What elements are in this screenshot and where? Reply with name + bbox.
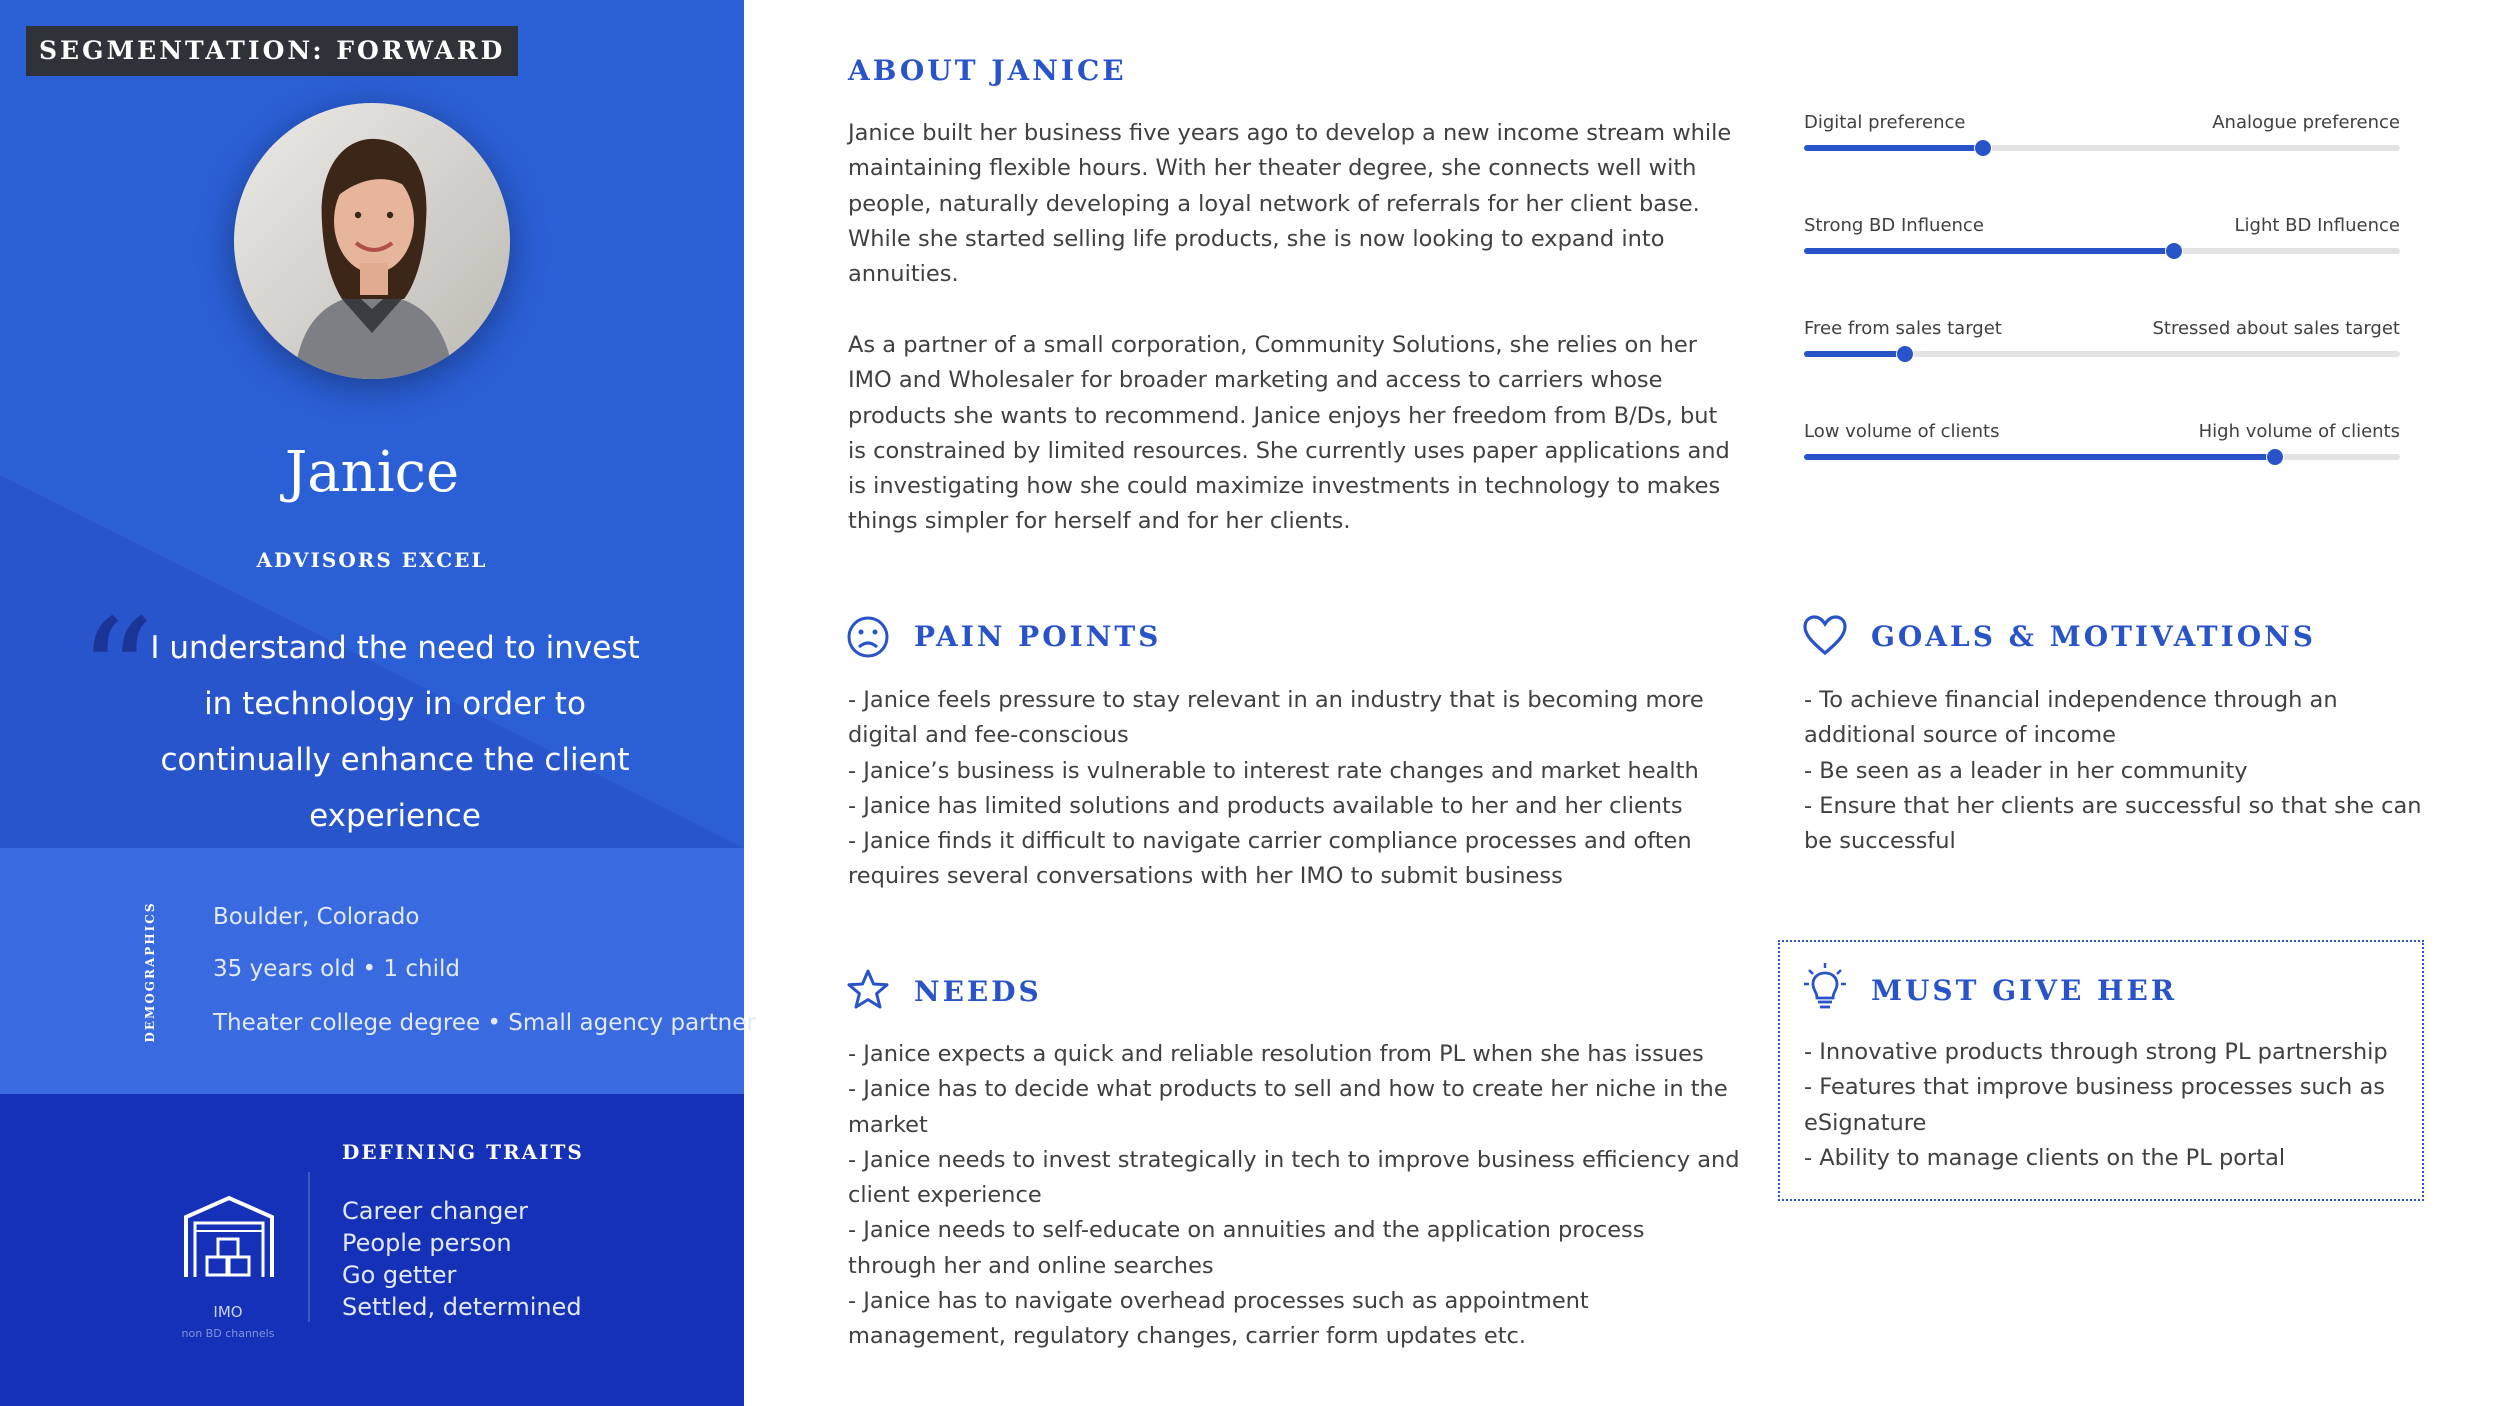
must-give-title: MUST GIVE HER xyxy=(1871,974,2178,1007)
goals-list xyxy=(1804,683,2422,859)
slider-left-label: Strong BD Influence xyxy=(1804,215,1984,236)
slider-track[interactable] xyxy=(1804,248,2400,254)
list-item: - Janice finds it difficult to navigate carrier compliance processes and often xyxy=(848,828,1692,855)
list-item: - Be seen as a leader in her community xyxy=(1804,757,2248,784)
slider-right-label: Light BD Influence xyxy=(2234,215,2400,236)
slider-handle[interactable] xyxy=(1974,139,1992,157)
text-line: people, naturally developing a loyal network of referrals for her client base. xyxy=(848,190,1700,217)
list-item: - To achieve financial independence through an xyxy=(1804,687,2338,713)
text-line: maintaining flexible hours. With her theater degree, she connects well with xyxy=(848,155,1697,182)
star-icon xyxy=(846,968,890,1012)
channel-label: IMO xyxy=(213,1303,243,1321)
text-line: is investigating how she could maximize investments in technology to makes xyxy=(848,473,1721,500)
list-item: client experience xyxy=(848,1182,1042,1209)
list-item: - Janice expects a quick and reliable resolution from PL when she has issues xyxy=(848,1041,1704,1067)
trait-item: Go getter xyxy=(342,1261,457,1289)
list-item: management, regulatory changes, carrier form updates etc. xyxy=(848,1323,1527,1350)
portrait-photo xyxy=(234,103,510,379)
slider-fill xyxy=(1804,454,2275,460)
demographic-location: Boulder, Colorado xyxy=(213,904,420,930)
trait-item: Career changer xyxy=(342,1197,529,1225)
trait-item: Settled, determined xyxy=(342,1293,582,1321)
slider-right-label: Analogue preference xyxy=(2212,112,2400,133)
lightbulb-icon xyxy=(1803,962,1847,1012)
must-give-list xyxy=(1804,1035,2388,1176)
slider-fill xyxy=(1804,248,2174,254)
persona-quote: I understand the need to invest in technology in order to continually enhance the client experience xyxy=(150,630,640,834)
slider-handle[interactable] xyxy=(1896,345,1914,363)
channel-sublabel: non BD channels xyxy=(181,1327,275,1340)
traits-divider xyxy=(308,1172,310,1322)
list-item: through her and online searches xyxy=(848,1252,1214,1279)
list-item: - Innovative products through strong PL partnership xyxy=(1804,1039,2388,1065)
about-paragraph-1 xyxy=(848,116,1731,292)
text-line: products she wants to recommend. Janice enjoys her freedom from B/Ds, but xyxy=(848,402,1718,429)
about-paragraph-2 xyxy=(848,328,1730,540)
goals-title: GOALS & MOTIVATIONS xyxy=(1871,620,2316,653)
list-item: - Janice has to navigate overhead processes such as appointment xyxy=(848,1288,1589,1315)
slider-track[interactable] xyxy=(1804,454,2400,460)
slider-right-label: Stressed about sales target xyxy=(2152,318,2400,339)
heart-icon xyxy=(1802,614,1848,656)
list-item: - Janice feels pressure to stay relevant in an industry that is becoming more xyxy=(848,687,1704,713)
list-item: eSignature xyxy=(1804,1109,1927,1136)
slider-handle[interactable] xyxy=(2165,242,2183,260)
list-item: - Features that improve business processes such as xyxy=(1804,1074,2385,1101)
slider-handle[interactable] xyxy=(2266,448,2284,466)
list-item: - Janice has limited solutions and products available to her and her clients xyxy=(848,792,1683,819)
trait-item: People person xyxy=(342,1229,512,1257)
list-item: additional source of income xyxy=(1804,722,2117,749)
text-line: is constrained by limited resources. She currently uses paper applications and xyxy=(848,437,1730,464)
list-item: - Janice needs to invest strategically in tech to improve business efficiency and xyxy=(848,1146,1740,1173)
list-item: - Janice has to decide what products to sell and how to create her niche in the xyxy=(848,1076,1728,1103)
traits-title: DEFINING TRAITS xyxy=(342,1140,584,1164)
demographic-education: Theater college degree • Small agency partner xyxy=(213,1010,756,1036)
slider-right-label: High volume of clients xyxy=(2198,421,2400,442)
persona-name: Janice xyxy=(284,440,460,505)
slider-track[interactable] xyxy=(1804,351,2400,357)
list-item: market xyxy=(848,1111,928,1138)
list-item: - Ensure that her clients are successful so that she can xyxy=(1804,792,2422,819)
text-line: things simpler for herself and for her clients. xyxy=(848,508,1351,535)
slider-track[interactable] xyxy=(1804,145,2400,151)
list-item: requires several conversations with her IMO to submit business xyxy=(848,863,1563,890)
needs-list xyxy=(848,1037,1740,1355)
segment-tag: SEGMENTATION: FORWARD xyxy=(26,26,518,76)
demographic-age: 35 years old • 1 child xyxy=(213,956,460,982)
warehouse-icon xyxy=(183,1195,275,1279)
slider-left-label: Digital preference xyxy=(1804,112,1966,133)
persona-org: ADVISORS EXCEL xyxy=(256,548,488,572)
text-line: IMO and Wholesaler for broader marketing and access to carriers whose xyxy=(848,367,1663,394)
pain-points-title: PAIN POINTS xyxy=(914,620,1162,653)
list-item: digital and fee-conscious xyxy=(848,722,1129,749)
sad-face-icon xyxy=(846,615,890,659)
about-title: ABOUT JANICE xyxy=(848,54,1127,87)
list-item: - Janice needs to self-educate on annuities and the application process xyxy=(848,1217,1645,1244)
text-line: As a partner of a small corporation, Community Solutions, she relies on her xyxy=(848,332,1697,358)
avatar xyxy=(234,103,510,379)
demographics-label: DEMOGRAPHICS xyxy=(143,901,157,1043)
text-line: annuities. xyxy=(848,261,959,288)
slider-left-label: Free from sales target xyxy=(1804,318,2002,339)
pain-points-list xyxy=(848,683,1704,895)
list-item: - Janice’s business is vulnerable to interest rate changes and market health xyxy=(848,757,1699,784)
slider-fill xyxy=(1804,145,1983,151)
text-line: Janice built her business five years ago to develop a new income stream while xyxy=(848,120,1732,146)
list-item: - Ability to manage clients on the PL portal xyxy=(1804,1144,2286,1171)
text-line: While she started selling life products, she is now looking to expand into xyxy=(848,225,1665,252)
slider-fill xyxy=(1804,351,1905,357)
needs-title: NEEDS xyxy=(914,975,1042,1008)
list-item: be successful xyxy=(1804,828,1956,855)
quote-mark: “ xyxy=(78,588,155,762)
slider-left-label: Low volume of clients xyxy=(1804,421,2000,442)
